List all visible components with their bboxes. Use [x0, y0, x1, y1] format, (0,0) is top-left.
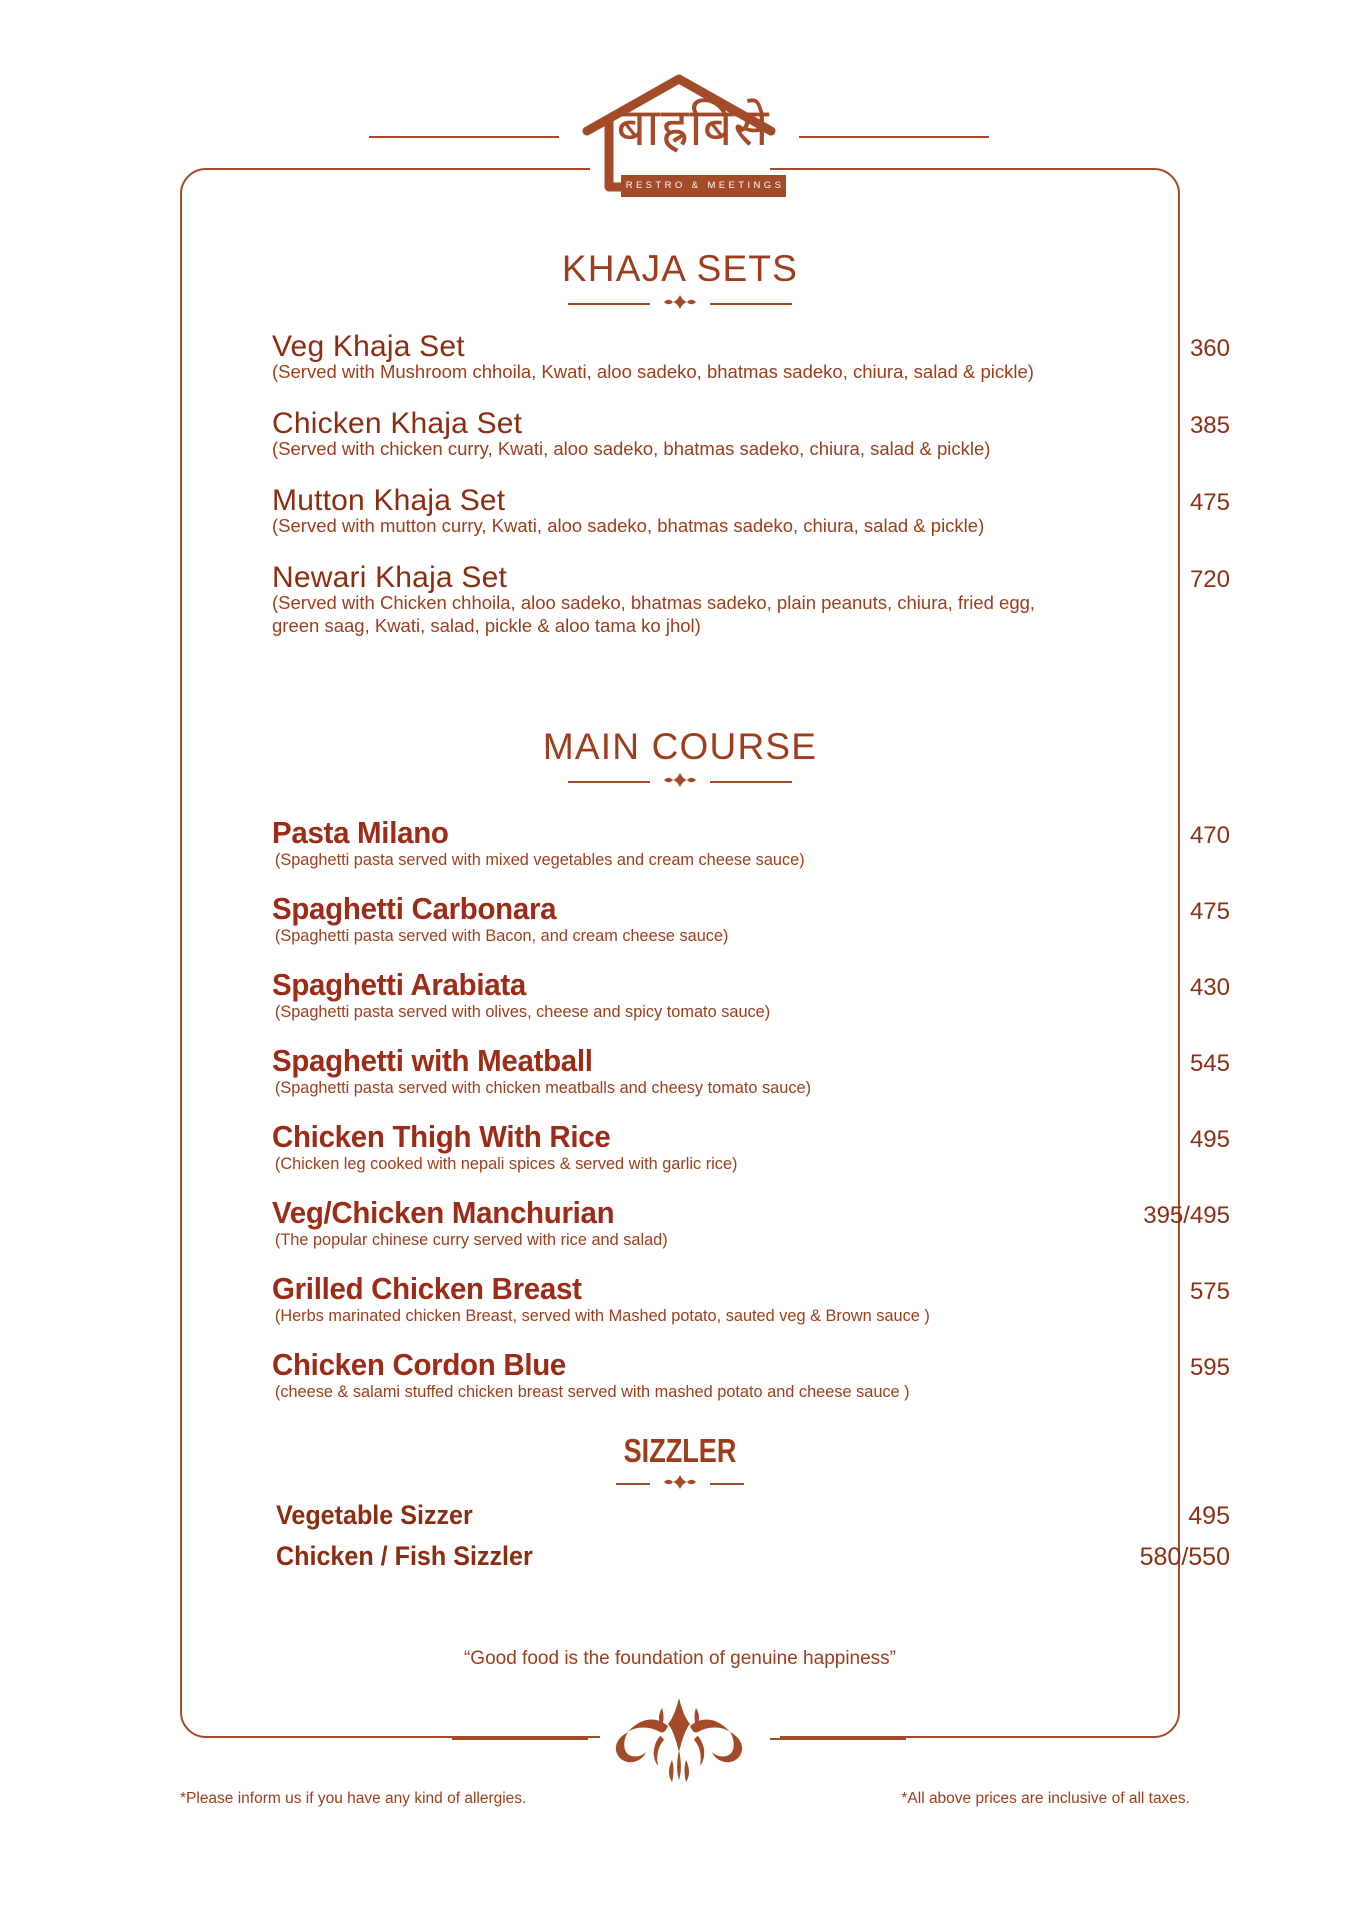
section-header-main-course: [180, 726, 1180, 792]
menu-item-name: Veg Khaja Set: [272, 330, 465, 363]
menu-item-name: Chicken Cordon Blue: [272, 1347, 567, 1382]
footer-quote: “Good food is the foundation of genuine happiness”: [463, 1648, 897, 1669]
menu-item-name: Mutton Khaja Set: [272, 484, 506, 517]
bottom-rule-right: [770, 1738, 906, 1740]
menu-item-description: (Served with chicken curry, Kwati, aloo sadeko, bhatmas sadeko, chiura, salad & pickle): [272, 438, 991, 459]
divider-line-right: [710, 781, 792, 783]
menu-item-row[interactable]: [0, 1043, 1358, 1098]
menu-item-row[interactable]: [0, 407, 1358, 460]
menu-item-description: (Herbs marinated chicken Breast, served with Mashed potato, sauted veg & Brown sauce ): [274, 1306, 930, 1325]
menu-list-khaja-sets: [0, 330, 1358, 661]
menu-item-description: (Chicken leg cooked with nepali spices & served with garlic rice): [274, 1154, 738, 1173]
menu-item-description: (cheese & salami stuffed chicken breast served with mashed potato and cheese sauce ): [274, 1382, 910, 1401]
menu-item-name: Spaghetti with Meatball: [272, 1043, 593, 1078]
logo-tagline: RESTRO & MEETINGS: [621, 175, 786, 197]
menu-item-name: Chicken Khaja Set: [272, 407, 523, 440]
section-divider: [180, 1474, 1180, 1494]
menu-item-price: 575: [1189, 1278, 1230, 1305]
menu-item-row[interactable]: [0, 891, 1358, 946]
menu-item-price: 495: [1189, 1126, 1230, 1153]
flourish-ornament-icon: [659, 293, 701, 315]
restaurant-logo: [0, 72, 1358, 202]
menu-item-row[interactable]: [0, 967, 1358, 1022]
menu-item-price: 430: [1189, 974, 1230, 1001]
divider-line-right: [710, 303, 792, 305]
menu-item-row[interactable]: [0, 1119, 1358, 1174]
menu-item-row[interactable]: [0, 1347, 1358, 1402]
menu-item-description: (The popular chinese curry served with rice and salad): [274, 1230, 668, 1249]
menu-item-row[interactable]: [0, 1541, 1358, 1572]
menu-item-description: (Spaghetti pasta served with chicken meatballs and cheesy tomato sauce): [274, 1078, 812, 1097]
menu-item-row[interactable]: [0, 330, 1358, 383]
menu-item-description: (Served with mutton curry, Kwati, aloo sadeko, bhatmas sadeko, chiura, salad & pickle): [272, 515, 985, 536]
menu-item-price: 475: [1189, 898, 1230, 925]
menu-item-name: Vegetable Sizzer: [276, 1500, 473, 1530]
menu-item-price: 475: [1189, 489, 1230, 516]
menu-item-name: Chicken / Fish Sizzler: [276, 1541, 533, 1571]
menu-item-name: Grilled Chicken Breast: [272, 1271, 582, 1306]
section-divider: [180, 772, 1180, 792]
logo-wordmark: बाह्रबिसे: [616, 100, 770, 157]
flourish-ornament-icon: [659, 771, 701, 793]
menu-item-price: 385: [1189, 412, 1230, 439]
menu-item-row[interactable]: [0, 561, 1358, 637]
menu-item-description: (Served with Mushroom chhoila, Kwati, aloo sadeko, bhatmas sadeko, chiura, salad & pickle): [272, 361, 1034, 382]
menu-list-sizzler: [0, 1500, 1358, 1582]
menu-item-price: 495: [1188, 1502, 1230, 1530]
section-title: MAIN COURSE: [542, 726, 818, 767]
menu-item-row[interactable]: [0, 1271, 1358, 1326]
menu-item-name: Spaghetti Arabiata: [272, 967, 526, 1002]
menu-item-description: (Spaghetti pasta served with olives, cheese and spicy tomato sauce): [274, 1002, 771, 1021]
menu-item-name: Pasta Milano: [272, 815, 449, 850]
divider-line-right: [710, 1483, 744, 1485]
flourish-ornament-icon: [659, 1473, 701, 1495]
logo-rule-left: [369, 136, 559, 138]
divider-line-left: [568, 303, 650, 305]
menu-item-description: (Served with Chicken chhoila, aloo sadeko, bhatmas sadeko, plain peanuts, chiura, fried egg, green saag, Kwati, salad, pickle & aloo tama ko jhol): [272, 592, 1036, 636]
menu-item-name: Veg/Chicken Manchurian: [272, 1195, 615, 1230]
section-title: KHAJA SETS: [561, 248, 799, 289]
menu-item-description: (Spaghetti pasta served with Bacon, and cream cheese sauce): [274, 926, 729, 945]
menu-item-price: 395/495: [1143, 1202, 1230, 1229]
scroll-flourish-icon: [594, 1690, 764, 1787]
menu-item-row[interactable]: [0, 815, 1358, 870]
menu-item-description: (Spaghetti pasta served with mixed vegetables and cream cheese sauce): [274, 850, 805, 869]
menu-item-price: 545: [1189, 1050, 1230, 1077]
footer-notes: [180, 1790, 1190, 1808]
menu-item-row[interactable]: [0, 1500, 1358, 1531]
menu-item-row[interactable]: [0, 484, 1358, 537]
menu-item-name: Chicken Thigh With Rice: [272, 1119, 611, 1154]
logo-rule-right: [799, 136, 989, 138]
section-header-khaja-sets: [180, 248, 1180, 314]
menu-item-price: 580/550: [1139, 1543, 1230, 1571]
menu-item-name: Newari Khaja Set: [272, 561, 507, 594]
menu-item-price: 720: [1189, 566, 1230, 593]
menu-item-price: 595: [1189, 1354, 1230, 1381]
logo-mark: [563, 73, 795, 201]
menu-item-price: 470: [1189, 822, 1230, 849]
menu-item-row[interactable]: [0, 1195, 1358, 1250]
menu-list-main-course: [0, 815, 1358, 1423]
tax-note: *All above prices are inclusive of all taxes.: [901, 1790, 1190, 1807]
bottom-rule-left: [452, 1738, 588, 1740]
menu-item-price: 360: [1189, 335, 1230, 362]
menu-item-name: Spaghetti Carbonara: [272, 891, 557, 926]
section-divider: [180, 294, 1180, 314]
divider-line-left: [568, 781, 650, 783]
bottom-ornament: [0, 1690, 1358, 1787]
allergy-note: *Please inform us if you have any kind of allergies.: [180, 1790, 527, 1807]
divider-line-left: [616, 1483, 650, 1485]
section-title: SIZZLER: [623, 1432, 737, 1469]
section-header-sizzler: [180, 1432, 1180, 1494]
